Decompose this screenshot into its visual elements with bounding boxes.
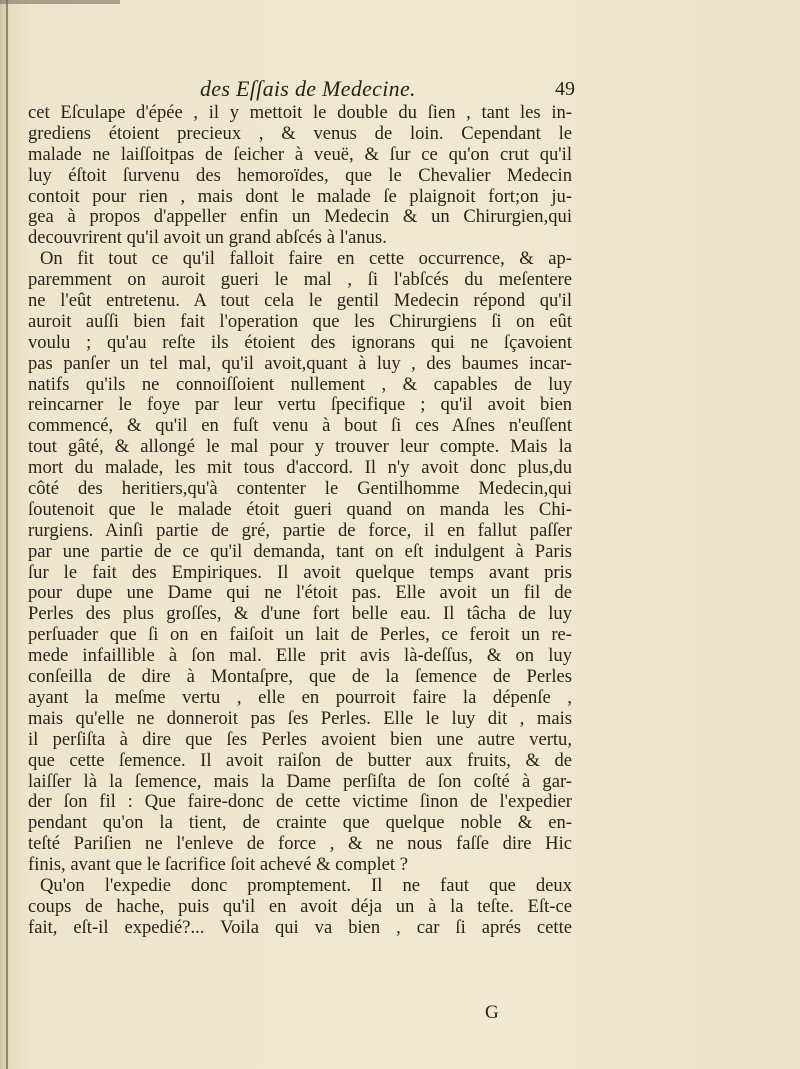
text-line: malade ne laiſſoitpas de ſeicher à veuë, & ſur ce qu'on crut qu'il: [28, 143, 572, 165]
text-line: il perſiſta à dire que ſes Perles avoient bien une autre vertu,: [28, 728, 572, 750]
text-line: decouvrirent qu'il avoit un grand abſcés à l'anus.: [28, 227, 387, 249]
signature-mark: G: [485, 1002, 501, 1023]
text-line: fait, eſt-il expedié?... Voila qui va bien , car ſi aprés cette: [28, 916, 572, 938]
text-line: der ſon fil : Que faire-donc de cette victime ſinon de l'expedier: [28, 791, 572, 813]
text-line: que cette ſemence. Il avoit raiſon de butter aux fruits, & de: [28, 749, 572, 771]
text-line: pendant qu'on la tient, de crainte que quelque noble & en-: [28, 812, 572, 834]
page-top-edge: [0, 0, 120, 4]
text-line: voulu ; qu'au reſte ils étoient des ignorans qui ne ſçavoient: [28, 331, 572, 353]
text-line: ne l'eût entretenu. A tout cela le gentil Medecin répond qu'il: [28, 290, 572, 312]
text-line: conſeilla de dire à Montaſpre, que de la ſemence de Perles: [28, 666, 572, 688]
text-line: par une partie de ce qu'il demanda, tant on eſt indulgent à Paris: [28, 540, 572, 562]
text-line: mais qu'elle ne donneroit pas ſes Perles. Elle le luy dit , mais: [28, 707, 572, 729]
text-line: On fit tout ce qu'il falloit faire en cette occurrence, & ap-: [40, 248, 572, 270]
text-line: finis, avant que le ſacrifice ſoit achevé & complet ?: [28, 854, 408, 876]
text-line: pour dupe une Dame qui ne l'étoit pas. Elle avoit un fil de: [28, 582, 572, 604]
running-head-title: des Eſſais de Medecine.: [200, 76, 416, 101]
text-line: gea à propos d'appeller enfin un Medecin & un Chirurgien,qui: [28, 206, 572, 228]
text-line: commencé, & qu'il en fuſt venu à bout ſi ces Aſnes n'euſſent: [28, 415, 572, 437]
text-line: luy éſtoit ſurvenu des hemoroïdes, que le Chevalier Medecin: [28, 164, 572, 186]
text-line: perſuader que ſi on en faiſoit un lait de Perles, ce feroit un re-: [28, 624, 572, 646]
text-line: cet Eſculape d'épée , il y mettoit le double du ſien , tant les in-: [28, 102, 572, 123]
text-line: teſté Pariſien ne l'enleve de force , & ne nous faſſe dire Hic: [28, 833, 572, 855]
text-line: côté des heritiers,qu'à contenter le Gentilhomme Medecin,qui: [28, 478, 572, 500]
text-line: rurgiens. Ainſi partie de gré, partie de force, il en fallut paſſer: [28, 519, 572, 541]
text-line: auroit auſſi bien fait l'operation que les Chirurgiens ſi on eût: [28, 310, 572, 332]
text-line: Perles des plus groſſes, & d'une fort belle eau. Il tâcha de luy: [28, 603, 572, 625]
binding-gutter: [6, 0, 8, 1069]
text-line: ſoutenoit que le malade étoit gueri quand on manda les Chi-: [28, 498, 572, 520]
text-line: paremment on auroit gueri le mal , ſi l'abſcés du meſentere: [28, 269, 572, 291]
text-line: reincarner le foye par leur vertu ſpecifique ; qu'il avoit bien: [28, 394, 572, 416]
text-line: coups de hache, puis qu'il en avoit déja un à la teſte. Eſt-ce: [28, 895, 572, 917]
page-number: 49: [555, 78, 575, 100]
body-text: [28, 103, 572, 939]
text-line: natifs qu'ils ne connoiſſoient nullement , & capables de luy: [28, 373, 572, 395]
text-line: contoit pour rien , mais dont le malade ſe plaignoit fort;on ju-: [28, 185, 572, 207]
text-line: ayant la meſme vertu , elle en pourroit faire la dépenſe ,: [28, 686, 572, 708]
text-line: mede infaillible à ſon mal. Elle prit avis là-deſſus, & on luy: [28, 645, 572, 667]
text-line: mort du malade, les mit tous d'accord. Il n'y avoit donc plus,du: [28, 457, 572, 479]
text-line: ſur le fait des Empiriques. Il avoit quelque temps avant pris: [28, 561, 572, 583]
text-line: laiſſer là la ſemence, mais la Dame perſiſta de ſon coſté à gar-: [28, 770, 572, 792]
text-line: pas panſer un tel mal, qu'il avoit,quant à luy , des baumes incar-: [28, 352, 572, 374]
text-line: grediens étoient precieux , & venus de loin. Cependant le: [28, 122, 572, 144]
text-line: tout gâté, & allongé le mal pour y trouver leur compte. Mais la: [28, 436, 572, 458]
text-line: Qu'on l'expedie donc promptement. Il ne faut que deux: [40, 874, 572, 896]
